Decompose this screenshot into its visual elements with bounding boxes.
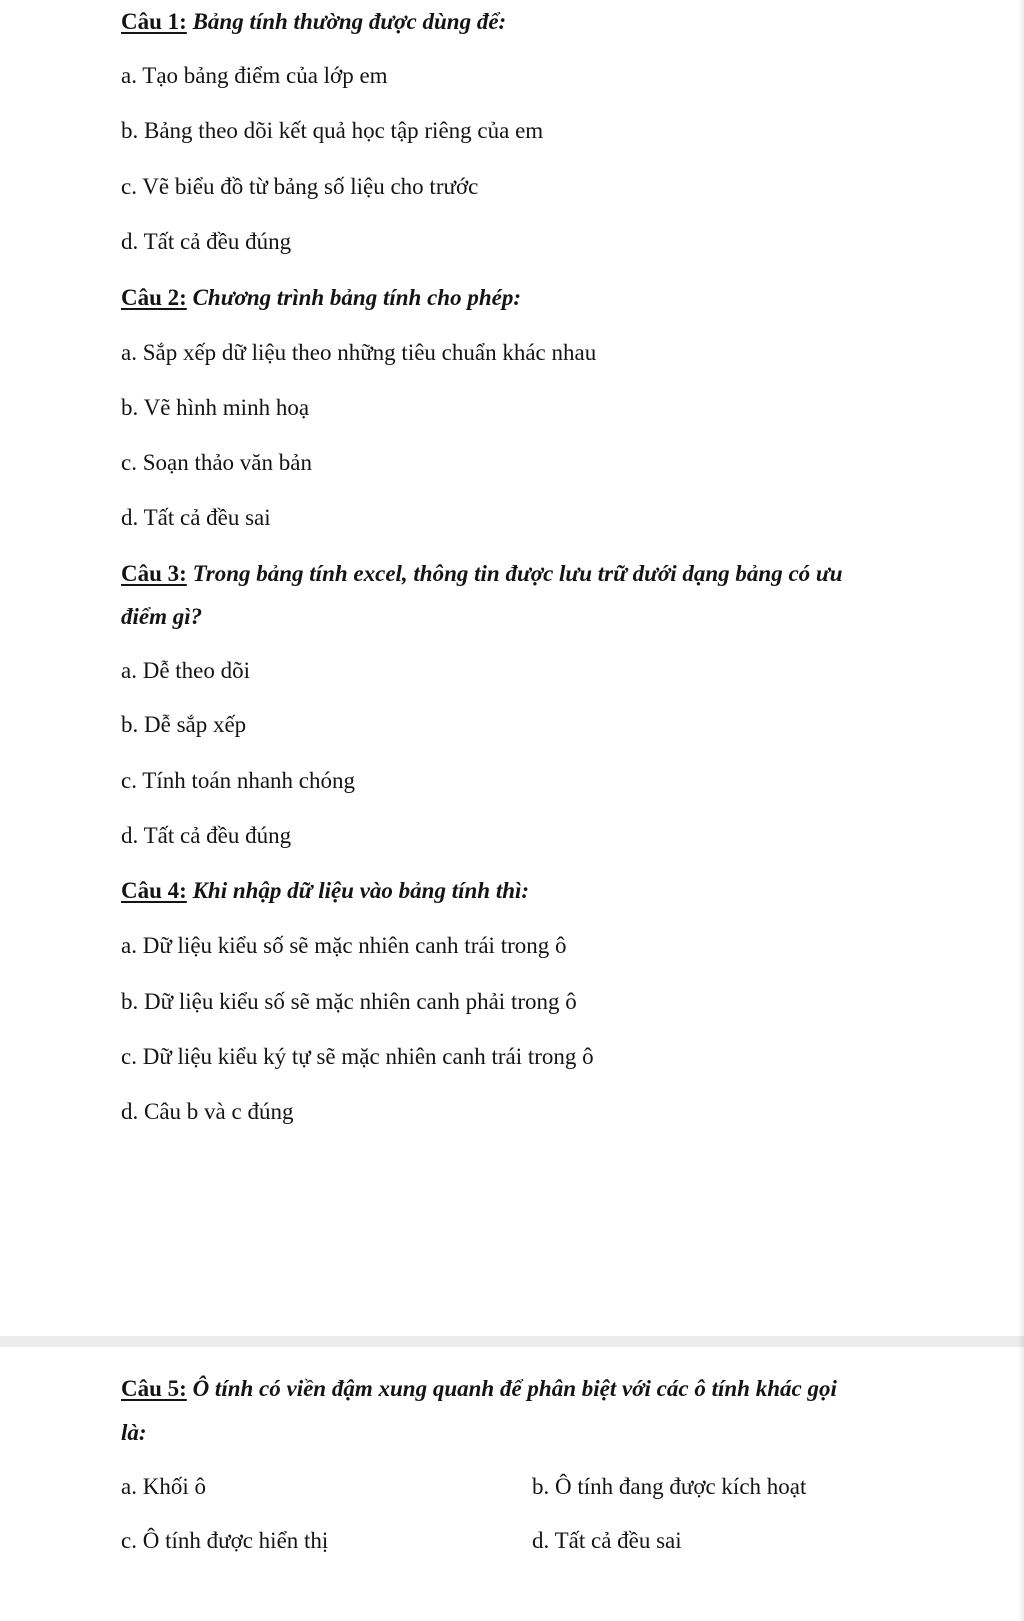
question-3-heading [121,560,843,588]
question-2-option-b: b. Vẽ hình minh hoạ [121,395,310,420]
page-separator [0,1336,1024,1347]
question-1-option-c: c. Vẽ biểu đồ từ bảng số liệu cho trước [121,174,479,199]
question-2-option-c: c. Soạn thảo văn bản [121,450,312,475]
question-4-option-a: a. Dữ liệu kiểu số sẽ mặc nhiên canh trái trong ô [121,933,567,958]
question-2-option-a: a. Sắp xếp dữ liệu theo những tiêu chuẩn khác nhau [121,340,597,365]
question-2-text: Chương trình bảng tính cho phép: [192,285,521,310]
question-3-text: Trong bảng tính excel, thông tin được lưu trữ dưới dạng bảng có ưu [192,561,843,586]
question-3-label: Câu 3: [121,561,187,586]
question-1-option-d: d. Tất cả đều đúng [121,229,292,254]
question-4-heading [121,877,529,905]
question-4-option-b: b. Dữ liệu kiểu số sẽ mặc nhiên canh phải trong ô [121,989,577,1014]
question-2-label: Câu 2: [121,285,187,310]
question-3-option-a: a. Dễ theo dõi [121,658,251,683]
page-bottom [0,1347,1024,1621]
question-4-option-d: d. Câu b và c đúng [121,1099,294,1124]
question-3-text-continued: điểm gì? [121,604,203,629]
question-2-heading [121,284,521,312]
right-edge-shadow [1018,0,1024,1621]
question-1-option-a: a. Tạo bảng điểm của lớp em [121,63,388,88]
question-2-option-d: d. Tất cả đều sai [121,505,271,530]
question-5-option-a: a. Khối ô [121,1474,206,1499]
question-5-text: Ô tính có viền đậm xung quanh để phân biệt với các ô tính khác gọi [192,1376,837,1401]
question-1-label: Câu 1: [121,9,187,34]
question-5-option-c: c. Ô tính được hiển thị [121,1528,329,1553]
question-5-text-continued: là: [121,1420,147,1445]
question-5-heading [121,1375,837,1403]
question-4-option-c: c. Dữ liệu kiểu ký tự sẽ mặc nhiên canh trái trong ô [121,1044,594,1069]
question-3-option-d: d. Tất cả đều đúng [121,823,292,848]
question-3-option-b: b. Dễ sắp xếp [121,712,247,737]
question-1-heading [121,8,506,36]
question-1-text: Bảng tính thường được dùng để: [192,9,507,34]
question-3-option-c: c. Tính toán nhanh chóng [121,768,355,793]
question-4-text: Khi nhập dữ liệu vào bảng tính thì: [192,878,530,903]
question-4-label: Câu 4: [121,878,187,903]
question-5-label: Câu 5: [121,1376,187,1401]
question-5-option-d: d. Tất cả đều sai [532,1528,682,1553]
question-1-option-b: b. Bảng theo dõi kết quả học tập riêng của em [121,118,544,143]
question-5-option-b: b. Ô tính đang được kích hoạt [532,1474,807,1499]
